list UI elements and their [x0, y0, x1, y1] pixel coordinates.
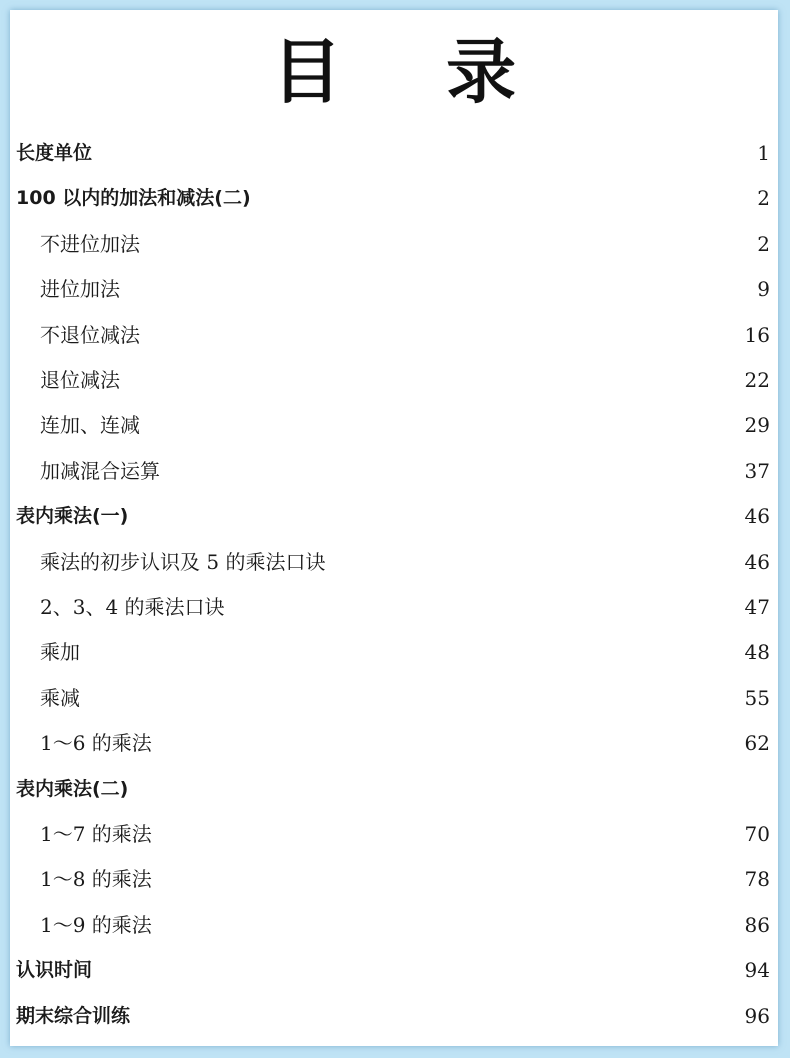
dot-leader [166, 454, 728, 488]
toc-section-entry [10, 635, 778, 669]
toc-page-number: 70 [744, 822, 770, 846]
toc-page-number: 29 [744, 413, 770, 437]
dot-leader [257, 181, 728, 215]
toc-chapter-entry [10, 136, 778, 170]
toc-entry-label: 进位加法 [40, 277, 120, 301]
toc-chapter-entry [10, 953, 778, 987]
toc-entry-label: 长度单位 [16, 142, 93, 164]
toc-entry-label: 连加、连减 [40, 413, 140, 437]
toc-section-entry [10, 454, 778, 488]
toc-entry-label: 1～8 的乘法 [40, 867, 152, 891]
toc-page-number: 1 [757, 141, 770, 165]
toc-page-number: 55 [744, 686, 770, 710]
toc-page-number: 62 [744, 731, 770, 755]
toc-entry-label: 认识时间 [16, 959, 93, 981]
toc-page-number: 37 [744, 459, 770, 483]
dot-leader [158, 726, 728, 760]
toc-page-number: 46 [744, 550, 770, 574]
toc-entry-label: 乘法的初步认识及 5 的乘法口诀 [40, 550, 326, 574]
toc-section-entry [10, 318, 778, 352]
toc-section-entry [10, 408, 778, 442]
dot-leader [158, 862, 728, 896]
toc-entry-label: 表内乘法(二) [16, 778, 129, 800]
dot-leader [158, 817, 728, 851]
toc-section-entry [10, 227, 778, 261]
toc-page-number: 94 [744, 958, 770, 982]
toc-chapter-entry [10, 181, 778, 215]
toc-section-entry [10, 862, 778, 896]
dot-leader [126, 363, 728, 397]
page-title: 目 录 [271, 31, 557, 113]
toc-entry-label: 不退位减法 [40, 323, 140, 347]
toc-page-number: 2 [757, 186, 770, 210]
toc-entry-label: 1～6 的乘法 [40, 731, 152, 755]
toc-page-number: 9 [757, 277, 770, 301]
toc-page-number: 47 [744, 595, 770, 619]
toc-section-entry [10, 726, 778, 760]
dot-leader [136, 999, 728, 1033]
toc-section-entry [10, 817, 778, 851]
toc-section-entry [10, 681, 778, 715]
dot-leader [98, 136, 728, 170]
dot-leader [331, 545, 728, 579]
dot-leader [98, 953, 728, 987]
toc-entry-label: 乘减 [40, 686, 80, 710]
toc-page-number: 22 [744, 368, 770, 392]
toc-entry-label: 加减混合运算 [40, 459, 160, 483]
toc-page-number: 2 [757, 232, 770, 256]
toc-section-entry [10, 272, 778, 306]
toc-entry-label: 期末综合训练 [16, 1005, 131, 1027]
toc-section-entry [10, 545, 778, 579]
dot-leader [146, 408, 728, 442]
dot-leader [86, 681, 728, 715]
toc-entry-label: 1～9 的乘法 [40, 913, 152, 937]
toc-entry-label: 1～7 的乘法 [40, 822, 152, 846]
dot-leader [146, 318, 728, 352]
dot-leader [134, 499, 728, 533]
document-page [10, 10, 778, 1046]
toc-chapter-entry [10, 499, 778, 533]
toc-section-entry [10, 363, 778, 397]
toc-chapter-entry [10, 772, 778, 806]
toc-section-entry [10, 908, 778, 942]
toc-entry-label: 2、3、4 的乘法口诀 [40, 595, 225, 619]
toc-chapter-entry [10, 999, 778, 1033]
toc-section-entry [10, 590, 778, 624]
dot-leader [146, 227, 728, 261]
toc-page-number: 16 [744, 323, 770, 347]
dot-leader [231, 590, 728, 624]
toc-entry-label: 退位减法 [40, 368, 120, 392]
toc-page-number: 46 [744, 504, 770, 528]
toc-page-number: 78 [744, 867, 770, 891]
toc-page-number: 48 [744, 640, 770, 664]
toc-entry-label: 表内乘法(一) [16, 505, 129, 527]
toc-page-number: 86 [744, 913, 770, 937]
toc-entry-label: 100 以内的加法和减法(二) [16, 187, 251, 209]
toc-page-number: 96 [744, 1004, 770, 1028]
dot-leader [158, 908, 728, 942]
toc-entry-label: 乘加 [40, 640, 80, 664]
toc-entry-label: 不进位加法 [40, 232, 140, 256]
dot-leader [86, 635, 728, 669]
dot-leader [126, 272, 728, 306]
